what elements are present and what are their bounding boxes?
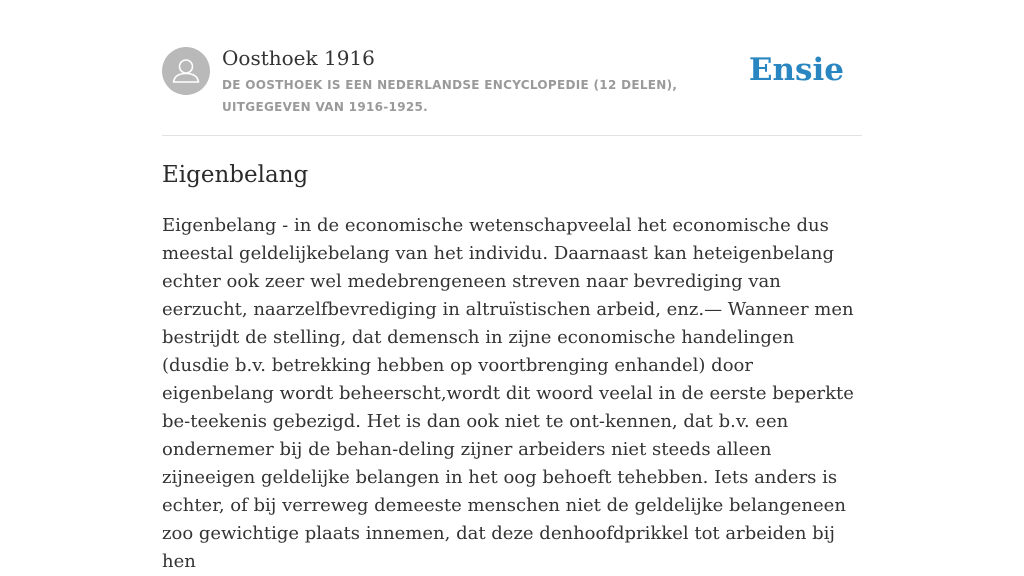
source-info [222, 45, 762, 118]
source-title[interactable]: Oosthoek 1916 [222, 46, 375, 70]
person-outline-icon [162, 47, 210, 95]
source-description: DE OOSTHOEK IS EEN NEDERLANDSE ENCYCLOPEDIE (12 DELEN), UITGEGEVEN VAN 1916-1925. [222, 78, 678, 114]
source-header [162, 0, 862, 136]
ensie-logo-link[interactable]: Ensie [748, 52, 844, 88]
content-column [162, 0, 862, 572]
article-body: Eigenbelang - in de economische wetenschapveelal het economische dus meestal geldelijkebelang van het individu. Daarnaast kan heteigenbelang echter ook zeer wel medebrengeneen streven naar bevrediging van eerzucht, naarzelfbevrediging in altruïstischen arbeid, enz.— Wanneer men bestrijdt de stelling, dat demensch in zijne economische handelingen (dusdie b.v. betrekking hebben op voortbrenging enhandel) door eigenbelang wordt beheerscht,wordt dit woord veelal in de eerste beperkte be-teekenis gebezigd. Het is dan ook niet te ont-kennen, dat b.v. een ondernemer bij de behan-deling zijner arbeiders niet steeds alleen zijneeigen geldelijke belangen in het oog behoeft tehebben. Iets anders is echter, of bij verreweg demeeste menschen niet de geldelijke belangeneen zoo gewichtige plaats innemen, dat deze denhoofdprikkel tot arbeiden bij hen [162, 215, 854, 572]
user-avatar-icon[interactable] [162, 47, 210, 95]
article-title: Eigenbelang [162, 162, 309, 188]
